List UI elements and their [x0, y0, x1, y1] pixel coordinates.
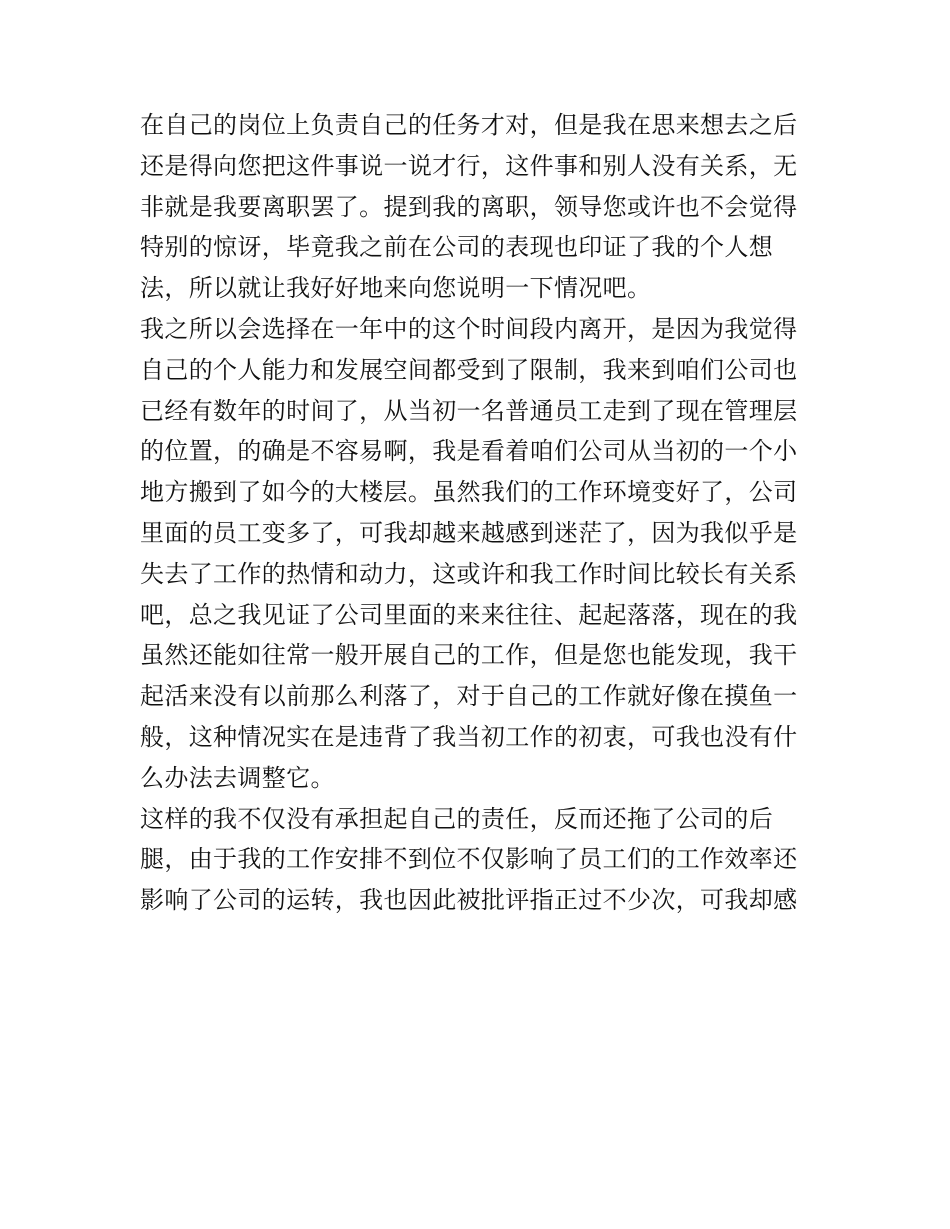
document-body: [140, 105, 820, 921]
text-line-11: 里面的员工变多了，可我却越来越感到迷茫了，因为我似乎是: [140, 518, 798, 547]
text-line-14: 虽然还能如往常一般开展自己的工作，但是您也能发现，我干: [140, 641, 798, 670]
text-line-12: 失去了工作的热情和动力，这或许和我工作时间比较长有关系: [140, 559, 798, 588]
text-line-04: 特别的惊讶，毕竟我之前在公司的表现也印证了我的个人想: [140, 233, 774, 262]
text-line-15: 起活来没有以前那么利落了，对于自己的工作就好像在摸鱼一: [140, 682, 798, 711]
text-line-19: 腿，由于我的工作安排不到位不仅影响了员工们的工作效率还: [140, 845, 798, 874]
text-line-10: 地方搬到了如今的大楼层。虽然我们的工作环境变好了，公司: [140, 478, 798, 507]
text-line-20: 影响了公司的运转，我也因此被批评指正过不少次，可我却感: [140, 886, 798, 915]
text-line-03: 非就是我要离职罢了。提到我的离职，领导您或许也不会觉得: [140, 192, 798, 221]
text-line-13: 吧，总之我见证了公司里面的来来往往、起起落落，现在的我: [140, 600, 798, 629]
text-line-05: 法，所以就让我好好地来向您说明一下情况吧。: [140, 274, 652, 303]
text-line-18: 这样的我不仅没有承担起自己的责任，反而还拖了公司的后: [140, 804, 774, 833]
text-line-07: 自己的个人能力和发展空间都受到了限制，我来到咱们公司也: [140, 355, 798, 384]
text-line-06: 我之所以会选择在一年中的这个时间段内离开，是因为我觉得: [140, 314, 798, 343]
text-line-02: 还是得向您把这件事说一说才行，这件事和别人没有关系，无: [140, 151, 798, 180]
text-line-17: 么办法去调整它。: [140, 763, 335, 792]
text-line-09: 的位置，的确是不容易啊，我是看着咱们公司从当初的一个小: [140, 437, 798, 466]
text-line-08: 已经有数年的时间了，从当初一名普通员工走到了现在管理层: [140, 396, 798, 425]
text-line-16: 般，这种情况实在是违背了我当初工作的初衷，可我也没有什: [140, 722, 798, 751]
text-line-01: 在自己的岗位上负责自己的任务才对，但是我在思来想去之后: [140, 111, 798, 139]
